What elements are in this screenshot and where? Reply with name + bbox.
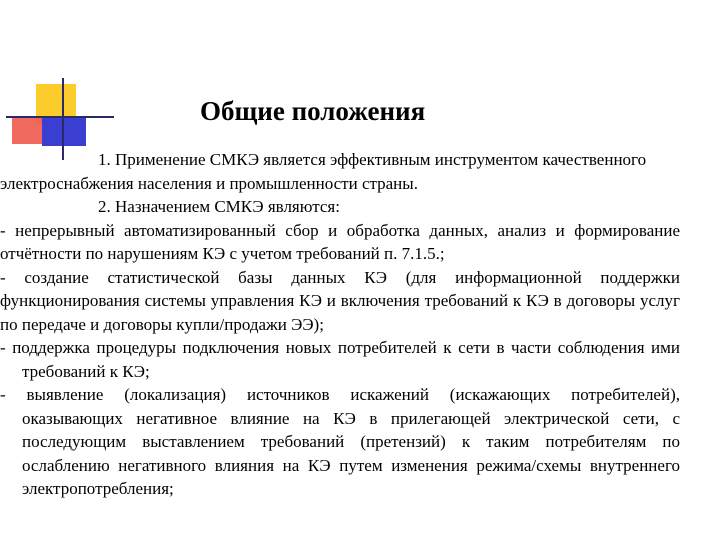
list-item-connection-support: - поддержка процедуры подключения новых потребителей к сети в части соблюдения ими требований к КЭ; <box>0 338 680 381</box>
list-item-data-collection: - непрерывный автоматизированный сбор и обработка данных, анализ и формирование отчётности по нарушениям КЭ с учетом требований п. 7.1.5.; <box>0 220 680 263</box>
decor-horizontal-line <box>6 116 114 118</box>
paragraph-purpose: 2. Назначением СМКЭ являются: <box>98 197 340 216</box>
decor-blue-rectangle <box>42 118 86 146</box>
list-item-distortion-sources: - выявление (локализация) источников искажений (искажающих потребителей), оказывающих негативное влияние на КЭ в прилегающей электрической сети, с последующим выставлением требований (претензий) к таким потребителям по ослаблению негативного влияния на КЭ путем изменения режима/схемы внутреннего электропотребления; <box>0 385 680 498</box>
list-item-statistics-database: - создание статистической базы данных КЭ (для информационной поддержки функционирования системы управления КЭ и включения требований к КЭ в договоры услуг по передаче и договоры купли/продажи ЭЭ); <box>0 267 680 334</box>
paragraph-application: 1. Применение СМКЭ является эффективным инструментом качественного электроснабжения населения и промышленности страны. <box>0 150 647 193</box>
slide-body <box>0 148 680 501</box>
slide-title: Общие положения <box>200 96 426 126</box>
